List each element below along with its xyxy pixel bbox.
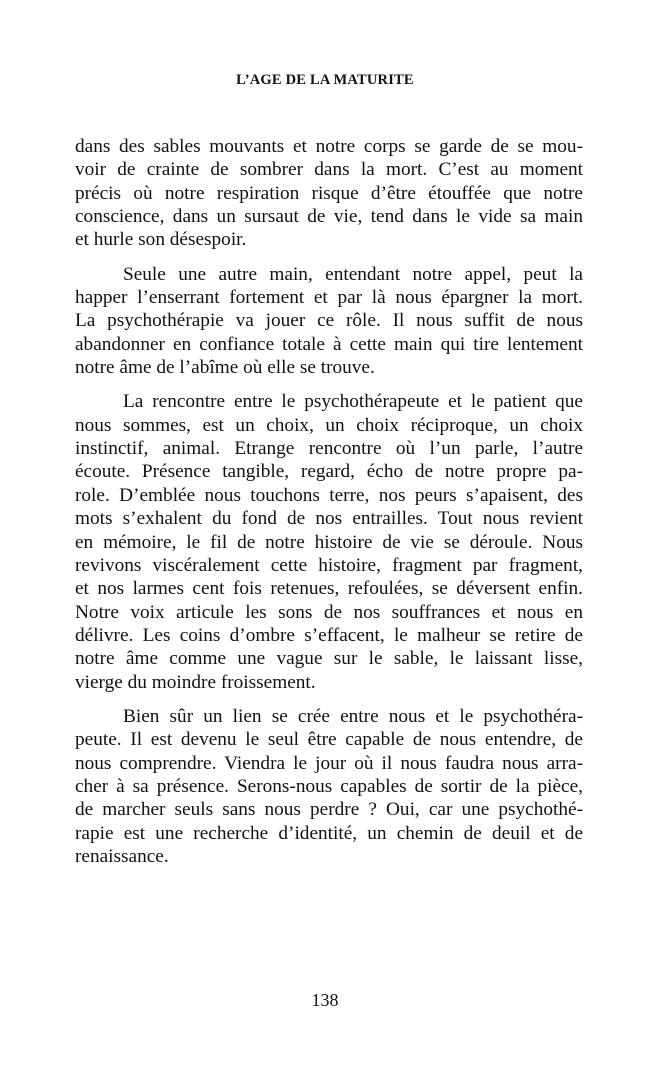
text-line: voir de crainte de sombrer dans la mort. C’est au moment [75, 159, 583, 181]
text-line: Notre voix articule les sons de nos souffrances et nous en [75, 601, 583, 623]
paragraph [75, 705, 583, 868]
paragraph [75, 390, 583, 693]
text-line: La psychothérapie va jouer ce rôle. Il nous suffit de nous [75, 310, 583, 332]
text-line: conscience, dans un sursaut de vie, tend dans le vide sa main [75, 206, 583, 228]
text-line: cher à sa présence. Serons-nous capables de sortir de la pièce, [75, 775, 583, 797]
text-line: écoute. Présence tangible, regard, écho de notre propre pa- [75, 461, 583, 483]
page-number: 138 [311, 990, 339, 1010]
text-line: Bien sûr un lien se crée entre nous et le psychothéra- [123, 705, 583, 727]
text-line: de marcher seuls sans nous perdre ? Oui, car une psychothé- [75, 799, 583, 821]
text-line: nous comprendre. Viendra le jour où il nous faudra nous arra- [75, 752, 583, 774]
text-line: nous sommes, est un choix, un choix réciproque, un choix [75, 414, 583, 436]
text-line: délivre. Les coins d’ombre s’effacent, le malheur se retire de [75, 624, 583, 646]
text-line: en mémoire, le fil de notre histoire de vie se déroule. Nous [75, 531, 583, 553]
paragraph [75, 263, 583, 380]
text-line: La rencontre entre le psychothérapeute et le patient que [123, 391, 583, 413]
body-text [75, 135, 583, 879]
text-line: rapie est une recherche d’identité, un chemin de deuil et de [75, 822, 583, 844]
text-line: notre âme comme une vague sur le sable, le laissant lisse, [75, 648, 583, 670]
text-line: vierge du moindre froissement. [75, 671, 316, 693]
text-line: revivons viscéralement cette histoire, fragment par fragment, [75, 554, 583, 576]
running-header: L’AGE DE LA MATURITE [236, 72, 414, 88]
text-line: précis où notre respiration risque d’être étouffée que notre [75, 182, 583, 204]
text-line: renaissance. [75, 845, 169, 867]
paragraph [75, 135, 583, 252]
text-line: instinctif, animal. Etrange rencontre où l’un parle, l’autre [75, 438, 583, 460]
text-line: dans des sables mouvants et notre corps se garde de se mou- [75, 136, 583, 157]
text-line: role. D’emblée nous touchons terre, nos peurs s’apaisent, des [75, 484, 583, 506]
text-line: et nos larmes cent fois retenues, refoulées, se déversent enfin. [75, 578, 583, 600]
text-line: happer l’enserrant fortement et par là nous épargner la mort. [75, 287, 583, 309]
text-line: Seule une autre main, entendant notre appel, peut la [123, 263, 583, 285]
text-line: et hurle son désespoir. [75, 229, 247, 251]
text-line: peute. Il est devenu le seul être capable de nous entendre, de [75, 729, 583, 751]
text-line: abandonner en confiance totale à cette main qui tire lentement [75, 333, 583, 355]
text-line: notre âme de l’abîme où elle se trouve. [75, 357, 375, 379]
text-line: mots s’exhalent du fond de nos entrailles. Tout nous revient [75, 508, 583, 530]
